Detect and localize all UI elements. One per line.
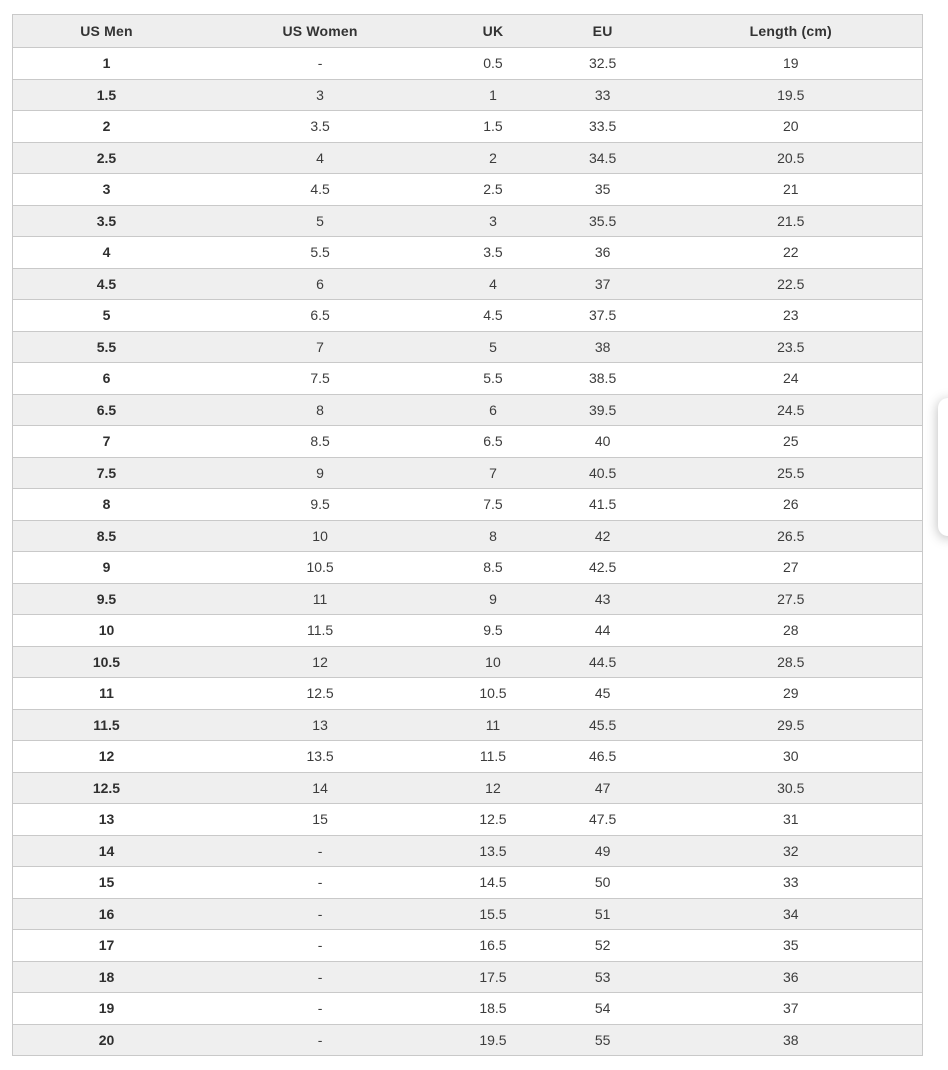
cell-uk: 12 xyxy=(440,772,546,804)
cell-length-cm: 38 xyxy=(659,1024,922,1056)
cell-eu: 46.5 xyxy=(546,741,660,773)
cell-length-cm: 23 xyxy=(659,300,922,332)
cell-us-men: 10 xyxy=(13,615,200,647)
cell-us-women: 15 xyxy=(200,804,440,836)
cell-us-women: - xyxy=(200,835,440,867)
cell-us-women: 13.5 xyxy=(200,741,440,773)
cell-us-men: 11.5 xyxy=(13,709,200,741)
cell-uk: 11 xyxy=(440,709,546,741)
cell-uk: 8 xyxy=(440,520,546,552)
cell-length-cm: 19 xyxy=(659,48,922,80)
cell-uk: 1 xyxy=(440,79,546,111)
cell-us-men: 8.5 xyxy=(13,520,200,552)
cell-us-women: - xyxy=(200,961,440,993)
cell-length-cm: 24 xyxy=(659,363,922,395)
table-row xyxy=(13,709,923,741)
cell-us-women: 11.5 xyxy=(200,615,440,647)
cell-length-cm: 26.5 xyxy=(659,520,922,552)
cell-us-men: 13 xyxy=(13,804,200,836)
cell-eu: 36 xyxy=(546,237,660,269)
cell-uk: 14.5 xyxy=(440,867,546,899)
cell-us-men: 3 xyxy=(13,174,200,206)
cell-us-women: 3 xyxy=(200,79,440,111)
table-row xyxy=(13,268,923,300)
cell-length-cm: 27 xyxy=(659,552,922,584)
table-row xyxy=(13,772,923,804)
cell-us-women: 12.5 xyxy=(200,678,440,710)
cell-us-men: 1 xyxy=(13,48,200,80)
cell-eu: 45.5 xyxy=(546,709,660,741)
cell-length-cm: 31 xyxy=(659,804,922,836)
cell-eu: 32.5 xyxy=(546,48,660,80)
cell-uk: 5.5 xyxy=(440,363,546,395)
table-row xyxy=(13,79,923,111)
cell-us-women: 4 xyxy=(200,142,440,174)
cell-length-cm: 36 xyxy=(659,961,922,993)
cell-us-men: 6.5 xyxy=(13,394,200,426)
cell-us-men: 4.5 xyxy=(13,268,200,300)
cell-length-cm: 23.5 xyxy=(659,331,922,363)
table-row xyxy=(13,426,923,458)
table-row xyxy=(13,993,923,1025)
cell-us-men: 14 xyxy=(13,835,200,867)
cell-eu: 37 xyxy=(546,268,660,300)
cell-eu: 47 xyxy=(546,772,660,804)
cell-eu: 42.5 xyxy=(546,552,660,584)
cell-us-men: 2 xyxy=(13,111,200,143)
cell-us-women: - xyxy=(200,867,440,899)
cell-length-cm: 33 xyxy=(659,867,922,899)
table-row xyxy=(13,205,923,237)
header-row xyxy=(13,15,923,48)
cell-eu: 34.5 xyxy=(546,142,660,174)
cell-us-women: 12 xyxy=(200,646,440,678)
cell-uk: 6.5 xyxy=(440,426,546,458)
cell-us-men: 15 xyxy=(13,867,200,899)
cell-length-cm: 37 xyxy=(659,993,922,1025)
table-row xyxy=(13,804,923,836)
cell-uk: 15.5 xyxy=(440,898,546,930)
cell-eu: 49 xyxy=(546,835,660,867)
table-row xyxy=(13,867,923,899)
cell-length-cm: 35 xyxy=(659,930,922,962)
cell-uk: 0.5 xyxy=(440,48,546,80)
cell-us-women: 4.5 xyxy=(200,174,440,206)
cell-uk: 8.5 xyxy=(440,552,546,584)
cell-eu: 47.5 xyxy=(546,804,660,836)
cell-eu: 33 xyxy=(546,79,660,111)
cell-us-women: 8.5 xyxy=(200,426,440,458)
cell-length-cm: 20 xyxy=(659,111,922,143)
cell-eu: 42 xyxy=(546,520,660,552)
cell-uk: 10 xyxy=(440,646,546,678)
cell-us-men: 2.5 xyxy=(13,142,200,174)
cell-uk: 4.5 xyxy=(440,300,546,332)
cell-eu: 33.5 xyxy=(546,111,660,143)
cell-us-men: 9.5 xyxy=(13,583,200,615)
cell-length-cm: 22.5 xyxy=(659,268,922,300)
cell-us-men: 17 xyxy=(13,930,200,962)
table-row xyxy=(13,930,923,962)
cell-eu: 44 xyxy=(546,615,660,647)
right-edge-drawer-handle[interactable] xyxy=(938,398,948,536)
cell-uk: 9 xyxy=(440,583,546,615)
table-row xyxy=(13,300,923,332)
cell-uk: 1.5 xyxy=(440,111,546,143)
cell-uk: 11.5 xyxy=(440,741,546,773)
table-row xyxy=(13,237,923,269)
table-header xyxy=(13,15,923,48)
table-row xyxy=(13,48,923,80)
cell-uk: 7.5 xyxy=(440,489,546,521)
cell-length-cm: 24.5 xyxy=(659,394,922,426)
size-conversion-table xyxy=(12,14,923,1056)
cell-us-men: 18 xyxy=(13,961,200,993)
cell-eu: 38.5 xyxy=(546,363,660,395)
cell-us-women: 8 xyxy=(200,394,440,426)
cell-length-cm: 32 xyxy=(659,835,922,867)
column-header-eu: EU xyxy=(546,15,660,48)
cell-length-cm: 30.5 xyxy=(659,772,922,804)
column-header-us-men: US Men xyxy=(13,15,200,48)
cell-us-men: 7.5 xyxy=(13,457,200,489)
cell-us-women: 9 xyxy=(200,457,440,489)
table-row xyxy=(13,615,923,647)
cell-us-men: 12.5 xyxy=(13,772,200,804)
cell-uk: 12.5 xyxy=(440,804,546,836)
cell-us-men: 19 xyxy=(13,993,200,1025)
cell-us-women: 7.5 xyxy=(200,363,440,395)
cell-us-women: - xyxy=(200,898,440,930)
cell-us-women: 13 xyxy=(200,709,440,741)
cell-us-women: 6.5 xyxy=(200,300,440,332)
cell-uk: 7 xyxy=(440,457,546,489)
cell-uk: 5 xyxy=(440,331,546,363)
cell-eu: 45 xyxy=(546,678,660,710)
cell-uk: 16.5 xyxy=(440,930,546,962)
cell-eu: 35 xyxy=(546,174,660,206)
cell-us-men: 9 xyxy=(13,552,200,584)
cell-length-cm: 21.5 xyxy=(659,205,922,237)
cell-eu: 40 xyxy=(546,426,660,458)
cell-us-men: 4 xyxy=(13,237,200,269)
cell-eu: 38 xyxy=(546,331,660,363)
column-header-us-women: US Women xyxy=(200,15,440,48)
cell-length-cm: 19.5 xyxy=(659,79,922,111)
cell-eu: 43 xyxy=(546,583,660,615)
table-row xyxy=(13,1024,923,1056)
cell-uk: 10.5 xyxy=(440,678,546,710)
cell-us-men: 20 xyxy=(13,1024,200,1056)
cell-length-cm: 26 xyxy=(659,489,922,521)
cell-us-women: - xyxy=(200,993,440,1025)
cell-uk: 9.5 xyxy=(440,615,546,647)
cell-us-men: 16 xyxy=(13,898,200,930)
cell-eu: 50 xyxy=(546,867,660,899)
cell-uk: 19.5 xyxy=(440,1024,546,1056)
cell-uk: 17.5 xyxy=(440,961,546,993)
cell-eu: 55 xyxy=(546,1024,660,1056)
cell-us-women: 3.5 xyxy=(200,111,440,143)
cell-us-women: 5 xyxy=(200,205,440,237)
cell-us-women: 10 xyxy=(200,520,440,552)
table-row xyxy=(13,174,923,206)
cell-us-women: 6 xyxy=(200,268,440,300)
cell-us-women: - xyxy=(200,1024,440,1056)
cell-length-cm: 27.5 xyxy=(659,583,922,615)
cell-length-cm: 25.5 xyxy=(659,457,922,489)
table-row xyxy=(13,520,923,552)
cell-us-women: 10.5 xyxy=(200,552,440,584)
cell-us-men: 11 xyxy=(13,678,200,710)
cell-length-cm: 20.5 xyxy=(659,142,922,174)
table-row xyxy=(13,961,923,993)
cell-us-women: 11 xyxy=(200,583,440,615)
table-row xyxy=(13,898,923,930)
cell-us-women: 7 xyxy=(200,331,440,363)
cell-us-men: 12 xyxy=(13,741,200,773)
cell-uk: 2 xyxy=(440,142,546,174)
table-row xyxy=(13,646,923,678)
cell-eu: 37.5 xyxy=(546,300,660,332)
cell-uk: 4 xyxy=(440,268,546,300)
cell-length-cm: 30 xyxy=(659,741,922,773)
cell-uk: 13.5 xyxy=(440,835,546,867)
cell-length-cm: 29 xyxy=(659,678,922,710)
table-row xyxy=(13,583,923,615)
cell-eu: 52 xyxy=(546,930,660,962)
cell-us-men: 10.5 xyxy=(13,646,200,678)
table-body xyxy=(13,48,923,1056)
table-row xyxy=(13,552,923,584)
table-row xyxy=(13,363,923,395)
cell-length-cm: 29.5 xyxy=(659,709,922,741)
cell-length-cm: 22 xyxy=(659,237,922,269)
cell-us-men: 3.5 xyxy=(13,205,200,237)
cell-us-men: 8 xyxy=(13,489,200,521)
column-header-uk: UK xyxy=(440,15,546,48)
cell-length-cm: 28.5 xyxy=(659,646,922,678)
cell-us-men: 5 xyxy=(13,300,200,332)
cell-us-women: - xyxy=(200,48,440,80)
table-row xyxy=(13,835,923,867)
table-row xyxy=(13,457,923,489)
column-header-length-cm: Length (cm) xyxy=(659,15,922,48)
cell-eu: 54 xyxy=(546,993,660,1025)
size-conversion-table-container xyxy=(12,14,923,1056)
cell-uk: 6 xyxy=(440,394,546,426)
table-row xyxy=(13,741,923,773)
cell-eu: 41.5 xyxy=(546,489,660,521)
cell-length-cm: 28 xyxy=(659,615,922,647)
cell-eu: 35.5 xyxy=(546,205,660,237)
table-row xyxy=(13,111,923,143)
cell-uk: 2.5 xyxy=(440,174,546,206)
cell-eu: 40.5 xyxy=(546,457,660,489)
cell-eu: 53 xyxy=(546,961,660,993)
cell-uk: 3 xyxy=(440,205,546,237)
cell-us-women: 9.5 xyxy=(200,489,440,521)
table-row xyxy=(13,142,923,174)
table-row xyxy=(13,489,923,521)
cell-us-men: 6 xyxy=(13,363,200,395)
cell-length-cm: 21 xyxy=(659,174,922,206)
cell-us-men: 5.5 xyxy=(13,331,200,363)
cell-uk: 18.5 xyxy=(440,993,546,1025)
cell-length-cm: 25 xyxy=(659,426,922,458)
cell-us-women: - xyxy=(200,930,440,962)
table-row xyxy=(13,678,923,710)
cell-eu: 44.5 xyxy=(546,646,660,678)
cell-length-cm: 34 xyxy=(659,898,922,930)
table-row xyxy=(13,331,923,363)
cell-eu: 51 xyxy=(546,898,660,930)
table-row xyxy=(13,394,923,426)
cell-us-men: 1.5 xyxy=(13,79,200,111)
cell-us-women: 14 xyxy=(200,772,440,804)
cell-us-men: 7 xyxy=(13,426,200,458)
cell-uk: 3.5 xyxy=(440,237,546,269)
cell-eu: 39.5 xyxy=(546,394,660,426)
cell-us-women: 5.5 xyxy=(200,237,440,269)
